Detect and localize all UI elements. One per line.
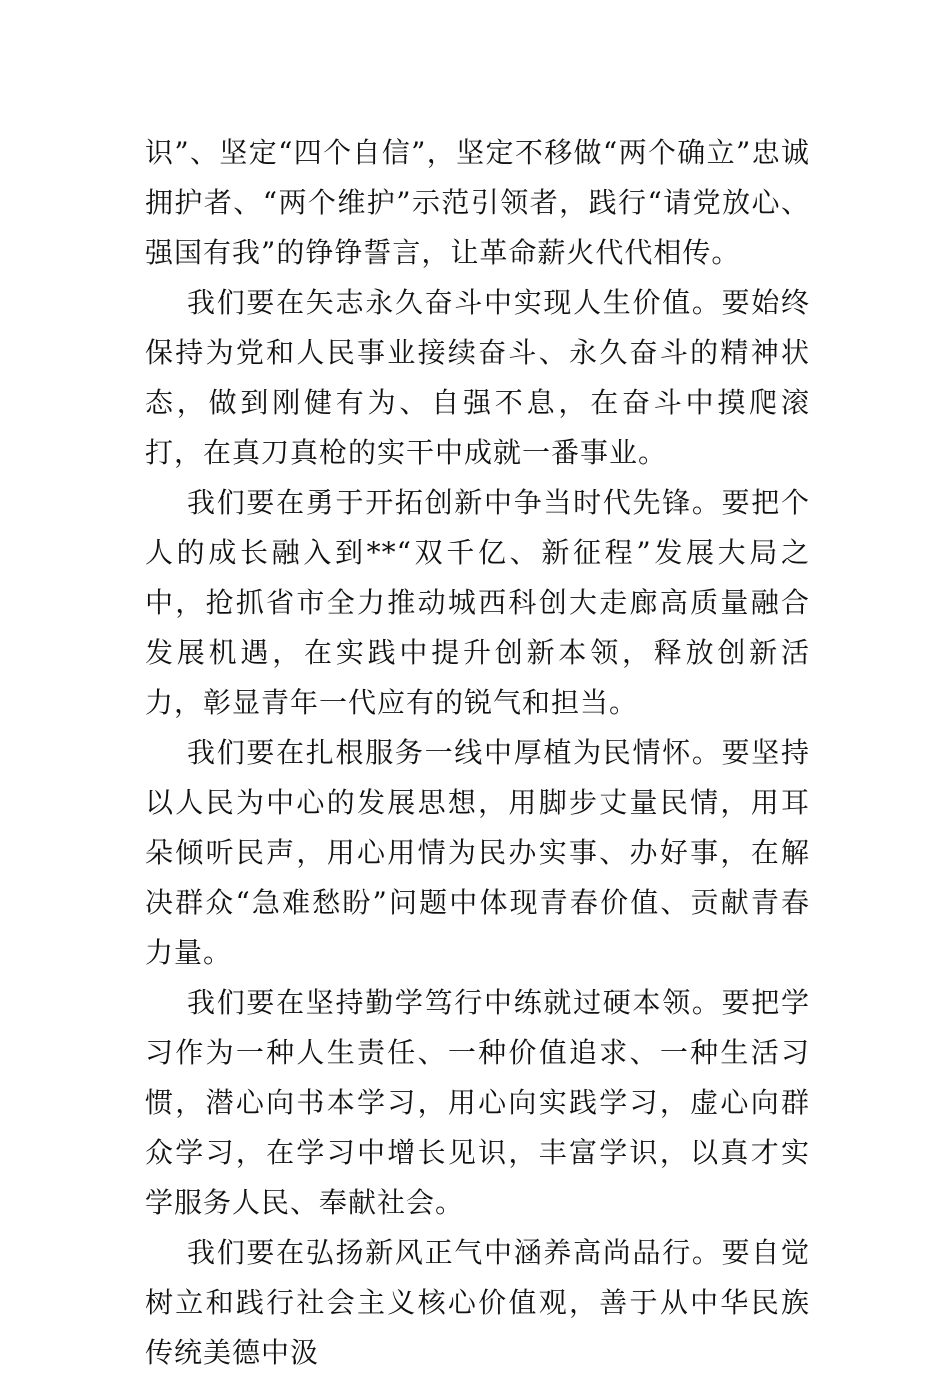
paragraph-diligent-study: 我们要在坚持勤学笃行中练就过硬本领。要把学习作为一种人生责任、一种价值追求、一种生活习惯，潜心向书本学习，用心向实践学习，虚心向群众学习，在学习中增长见识，丰富学识，以真才实学服务人民、奉献社会。 (145, 986, 810, 1219)
document-body (145, 128, 810, 1378)
paragraph-continuation: 识”、坚定“四个自信”，坚定不移做“两个确立”忠诚拥护者、“两个维护”示范引领者，践行“请党放心、强国有我”的铮铮誓言，让革命薪火代代相传。 (145, 136, 810, 269)
paragraph-innovation-pioneer: 我们要在勇于开拓创新中争当时代先锋。要把个人的成长融入到**“双千亿、新征程”发展大局之中，抢抓省市全力推动城西科创大走廊高质量融合发展机遇，在实践中提升创新本领，释放创新活力，彰显青年一代应有的锐气和担当。 (145, 486, 810, 719)
paragraph-lifelong-struggle: 我们要在矢志永久奋斗中实现人生价值。要始终保持为党和人民事业接续奋斗、永久奋斗的精神状态，做到刚健有为、自强不息，在奋斗中摸爬滚打，在真刀真枪的实干中成就一番事业。 (145, 286, 810, 469)
paragraph-serving-people: 我们要在扎根服务一线中厚植为民情怀。要坚持以人民为中心的发展思想，用脚步丈量民情，用耳朵倾听民声，用心用情为民办实事、办好事，在解决群众“急难愁盼”问题中体现青春价值、贡献青春力量。 (145, 736, 810, 969)
paragraph-noble-character: 我们要在弘扬新风正气中涵养高尚品行。要自觉树立和践行社会主义核心价值观，善于从中华民族传统美德中汲 (145, 1236, 810, 1369)
